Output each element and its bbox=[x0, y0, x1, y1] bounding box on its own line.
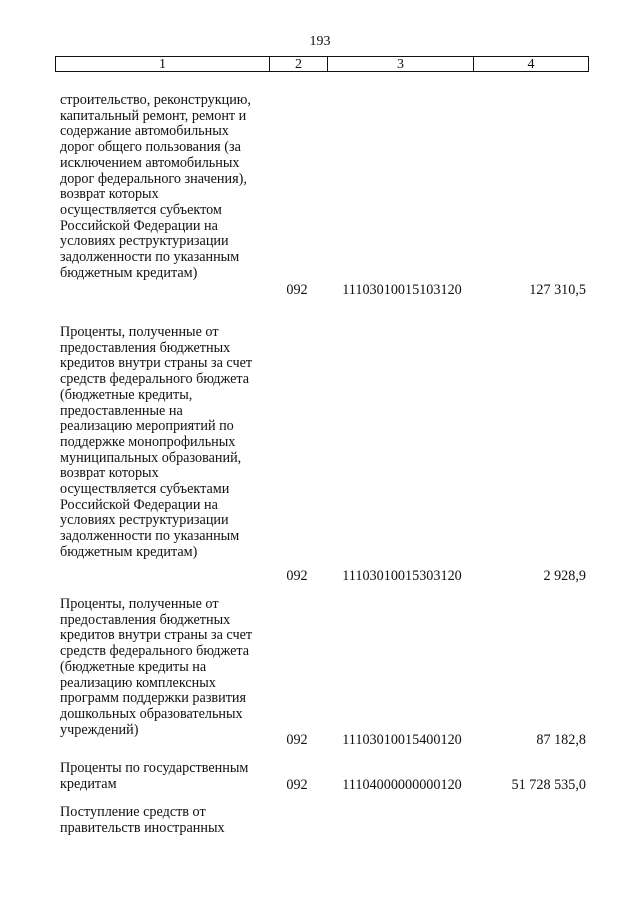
row-amount: 51 728 535,0 bbox=[511, 777, 586, 793]
row-admin-code: 092 bbox=[286, 777, 308, 793]
row-amount: 87 182,8 bbox=[536, 732, 586, 748]
row-admin-code: 092 bbox=[286, 732, 308, 748]
row-amount: 2 928,9 bbox=[543, 568, 586, 584]
header-col-2: 2 bbox=[270, 57, 328, 71]
row-admin-code: 092 bbox=[286, 568, 308, 584]
row-description: Проценты по государственным кредитам bbox=[60, 760, 249, 792]
row-description: Поступление средств от правительств иностранных bbox=[60, 804, 225, 836]
row-budget-code: 11103010015400120 bbox=[342, 732, 462, 748]
header-col-4: 4 bbox=[527, 57, 535, 72]
header-col-1: 1 bbox=[56, 57, 270, 71]
table-header bbox=[55, 56, 589, 72]
row-budget-code: 11104000000000120 bbox=[342, 777, 462, 793]
page-number: 193 bbox=[309, 34, 331, 49]
row-budget-code: 11103010015103120 bbox=[342, 282, 462, 298]
row-admin-code: 092 bbox=[286, 282, 308, 298]
row-description: Проценты, полученные от предоставления бюджетных кредитов внутри страны за счет средств федерального бюджета (бюджетные кредиты, предоставленные на реализацию мероприятий по поддержке монопрофильных муниципальных образований, возврат которых осуществляется субъектами Российской Федерации на условиях реструктуризации задолженности по указанным бюджетным кредитам) bbox=[60, 324, 253, 560]
row-budget-code: 11103010015303120 bbox=[342, 568, 462, 584]
row-description: строительство, реконструкцию, капитальный ремонт, ремонт и содержание автомобильных дорог общего пользования (за исключением автомобильных дорог федерального значения), возврат которых осуществляется субъектом Российской Федерации на условиях реструктуризации задолженности по указанным бюджетным кредитам) bbox=[60, 92, 251, 281]
row-description: Проценты, полученные от предоставления бюджетных кредитов внутри страны за счет средств федерального бюджета (бюджетные кредиты на реализацию комплексных программ поддержки развития дошкольных образовательных учреждений) bbox=[60, 596, 253, 738]
row-amount: 127 310,5 bbox=[529, 282, 586, 298]
header-col-3: 3 bbox=[328, 57, 474, 71]
